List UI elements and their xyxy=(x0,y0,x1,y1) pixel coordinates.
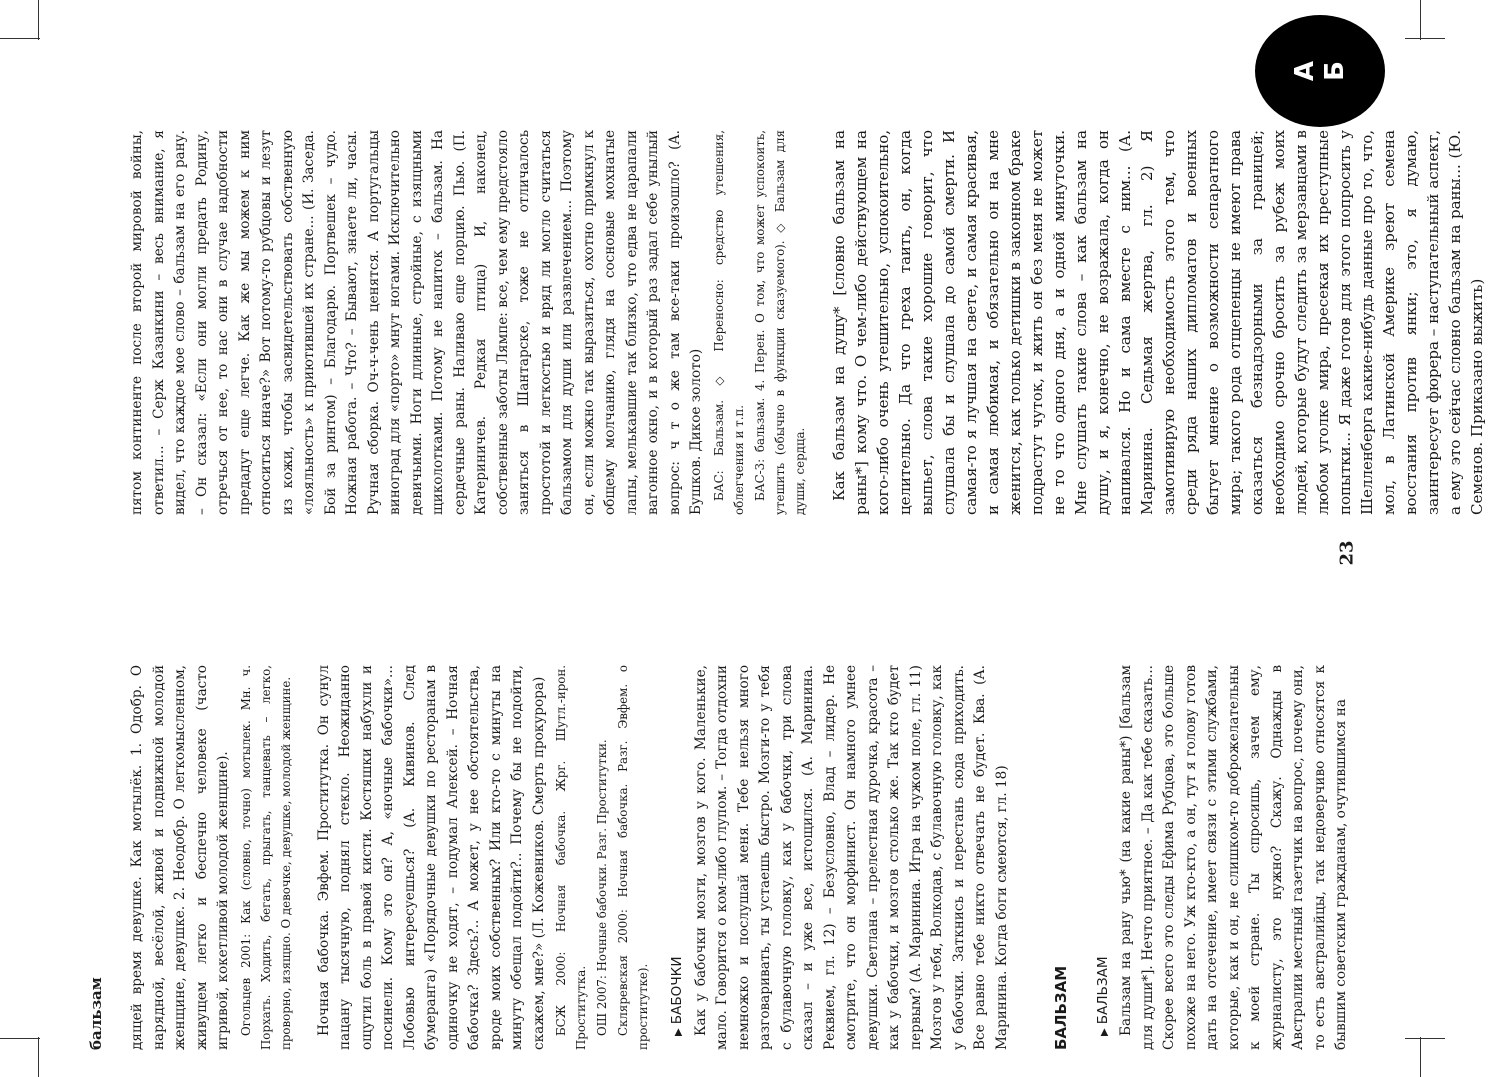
paragraph-text: Бальзам на рану чью* (на какие раны*) [бальзам для души*]. Нечто приятное. – Да как тебе сказать... Скорее всего это следы Ефима Рубцова, это больше похоже на него. Уж кто-кто, а он, тут я голову готов дать на отсечение, имеет связи с этими службами, которые, как и он, не слишком-то доброжелательны к моей стране. Ты спросишь, зачем ему, журналисту, это нужно? Скажу. Однажды в Австралии местный газетчик на вопрос, почему они, то есть австралийцы, так недоверчиво относятся к бывшим советским гражданам, очутившимся на xyxy=(1118,665,1349,1050)
crop-mark xyxy=(0,1038,40,1039)
paragraph-text: БАЛЬЗАМ xyxy=(1094,956,1111,1025)
crop-mark xyxy=(38,1037,39,1077)
dictionary-paragraph xyxy=(551,665,591,1050)
paragraph-text: Скляревская 2000: Ночная бабочка. Разг. Эвфем. о проститутке). xyxy=(616,665,650,1050)
dictionary-paragraph xyxy=(236,665,296,1050)
paragraph-text: Огольцев 2001: Как (словно, точно) мотылек. Мн. ч. Порхать. Ходить, бегать, прыгать, танцевать – легко, проворно, изящно. О девочке, девушке, молодой женщине. xyxy=(238,665,293,1050)
dictionary-paragraph xyxy=(709,130,749,515)
paragraph-text: дящей время девушке. Как мотылёк. 1. Одобр. О нарядной, весёлой, живой и подвижной молодой женщине, девушке. 2. Неодобр. О легкомысленном, живущем легко и беспечно человеке (часто игривой, кокетливой молодой женщине). xyxy=(129,665,231,1050)
dictionary-paragraph xyxy=(613,665,653,1050)
dictionary-paragraph xyxy=(314,665,551,1050)
paragraph-text: пятом континенте после второй мировой войны, ответил... – Серж Казанкини – весь внимание, я видел, что каждое мое слово – бальзам на его рану. – Он сказал: «Если они могли предать Родину, отречься от нее, то нас они в случае надобности предадут еще легче. Как же мы можем к ним относиться иначе?» Вот потому-то рубцовы и лезут из кожи, чтобы засвидетельствовать собственную «лояльность» к приютившей их стране... (И. Заседа. Бой за ринтом) – Благодарю. Портвешек – чудо. Ножная работа. – Что? – Бывают, знаете ли, часы. Ручная сборка. Оч-ч-чень ценятся. А португальцы виноград для «порто» мнут ногами. Исключительно девичьими. Ноги длинные, стройные, с изящными щиколотками. Потому не напиток – бальзам. На сердечные раны. Наливаю еще порцию. Пью. (П. Катериничев. Редкая птица) И, наконец, собственные заботы Лямпе: все, чем ему предстояло заняться в Шантарске, тоже не отличалось простотой и легкостью и вряд ли могло считаться бальзамом для души или развлечением... Поэтому он, если можно так выразиться, охотно примкнул к общему молчанию, глядя на сосновые мохнатые лапы, мелькавшие так близко, что едва не царапали вагонное окно, и в который раз задал себе унылый вопрос: ч т о же там все-таки произошло? (А. Бушков. Дикое золото) xyxy=(129,130,704,515)
subsection-label xyxy=(667,665,690,1050)
crop-mark xyxy=(0,38,40,39)
paragraph-text: БАС: Бальзам. ◇ Переносно: средство утешения, облегчения и т.п. xyxy=(711,130,746,515)
right-column xyxy=(127,130,1489,515)
dictionary-paragraph xyxy=(127,130,708,515)
crop-mark xyxy=(1405,1038,1445,1039)
paragraph-text: ОШ 2007: Ночные бабочки. Разг. Проститутки. xyxy=(595,739,609,1036)
paragraph-text: Как бальзам на душу* [словно бальзам на раны*] кому что. О чем-либо действующем на кого-либо очень утешительно, успокоительно, целительно. Да что греха таить, он, когда выпьет, слова такие хорошие говорит, что слушала бы и слушала до самой смерти. И самая-то я лучшая на свете, и самая красивая, и самая любимая, и обязательно он на мне женится, как только детишки в законном браке подрастут чуток, и жить он без меня не может не то что одного дня, а и одной минуточки. Мне слушать такие слова – как бальзам на душу, и я, конечно, не возражала, когда он напивался. Но и сама вместе с ним... (А. Маринина. Седьмая жертва, гл. 2) Я замотивирую необходимость этого тем, что среди ряда наших дипломатов и военных бытует мнение о возможности сепаратного мира; такого рода отщепенцы не имеют права оказаться безнадзорными за границей; необходимо срочно бросить за рубеж моих людей, которые будут следить за мерзавцами в любом уголке мира, пресекая их преступные попытки... Я даже готов для этого попросить у Шелленберга какие-нибудь данные про то, что, мол, в Латинской Америке зреют семена восстания против янки; это, я думаю, заинтересует фюрера – наступательный аспект, а ему это сейчас словно бальзам на раны... (Ю. Семенов. Приказано выжить) xyxy=(829,130,1486,515)
paragraph-text: Ночная бабочка. Эвфем. Проститутка. Он сунул пацану тысячную, поднял стекло. Неожиданно ощутил боль в правой кисти. Костяшки набухли и посинели. Кому это он? А, «ночные бабочки»... Лобовью интересуешься? (А. Кивинов. След бумеранга) «Порядочные девушки по ресторанам в одиночку не ходят, – подумал Алексей. – Ночная бабочка? Здесь?.. А может, у нее обстоятельства, вроде моих собственных? Или кто-то с минуты на минуту обещал подойти?.. Почему бы не подойти, скажем, мне?» (Л. Кожевников. Смерть прокурора) xyxy=(315,665,547,1050)
triangle-right-icon: ▶ xyxy=(1098,1028,1110,1036)
paragraph-text: БАБОЧКИ xyxy=(669,956,685,1025)
dictionary-paragraph xyxy=(127,665,235,1050)
paragraph-text: БАЛЬЗАМ xyxy=(1052,965,1070,1050)
page-number: 23 xyxy=(1336,540,1358,566)
triangle-right-icon: ▶ xyxy=(673,1028,684,1036)
paragraph-text: БСЖ 2000: Ночная бабочка. Жрг. Шутл.-ирон. Проститутка. xyxy=(554,665,588,1050)
section-heading xyxy=(1051,665,1073,1050)
badge-letter: Б xyxy=(1320,61,1350,81)
paragraph-text: Как у бабочки мозги, мозгов у кого. Маленькие, мало. Говорится о ком-либо глупом. – Тогда отдохни немножко и послушай меня. Тебе нельзя много разговаривать, ты устаешь быстро. Мозги-то у тебя с булавочную головку, как у бабочки, три слова сказал – и уже все, истощился. (А. Маринина. Реквием, гл. 12) – Безусловно, Влад – лидер. Не смотрите, что он морфинист. Он намного умнее девушки. Светлана – прелестная дурочка, красота – как у бабочки, и мозгов столько же. Так кто будет первым? (А. Маринина. Игра на чужом поле, гл. 11) Мозгов у тебя, Волкодав, с булавочную головку, как у бабочки. Заткнись и перестань сюда приходить. Все равно тебе никто отвечать не будет. Ква. (А. Маринина. Когда боги смеются, гл. 18) xyxy=(692,665,1010,1050)
left-column xyxy=(127,665,1354,1050)
subsection-label xyxy=(1093,665,1116,1050)
crop-mark xyxy=(1420,1037,1421,1077)
crop-mark xyxy=(1420,0,1421,40)
dictionary-paragraph xyxy=(750,130,810,515)
dictionary-paragraph xyxy=(1116,665,1353,1050)
running-head: бальзам xyxy=(87,977,105,1050)
dictionary-paragraph xyxy=(592,665,612,1050)
rotated-page xyxy=(87,125,1486,1050)
dictionary-paragraph xyxy=(828,130,1488,515)
badge-letter: А xyxy=(1290,60,1320,82)
dictionary-paragraph xyxy=(691,665,1014,1050)
crop-mark xyxy=(38,0,39,40)
crop-mark xyxy=(1405,38,1445,39)
paragraph-text: БАС-3: бальзам. 4. Перен. О том, что может успокоить, утешить (обычно в функции сказуемого). ◇ Бальзам для души, сердца. xyxy=(752,130,807,515)
section-badge xyxy=(1255,15,1385,127)
